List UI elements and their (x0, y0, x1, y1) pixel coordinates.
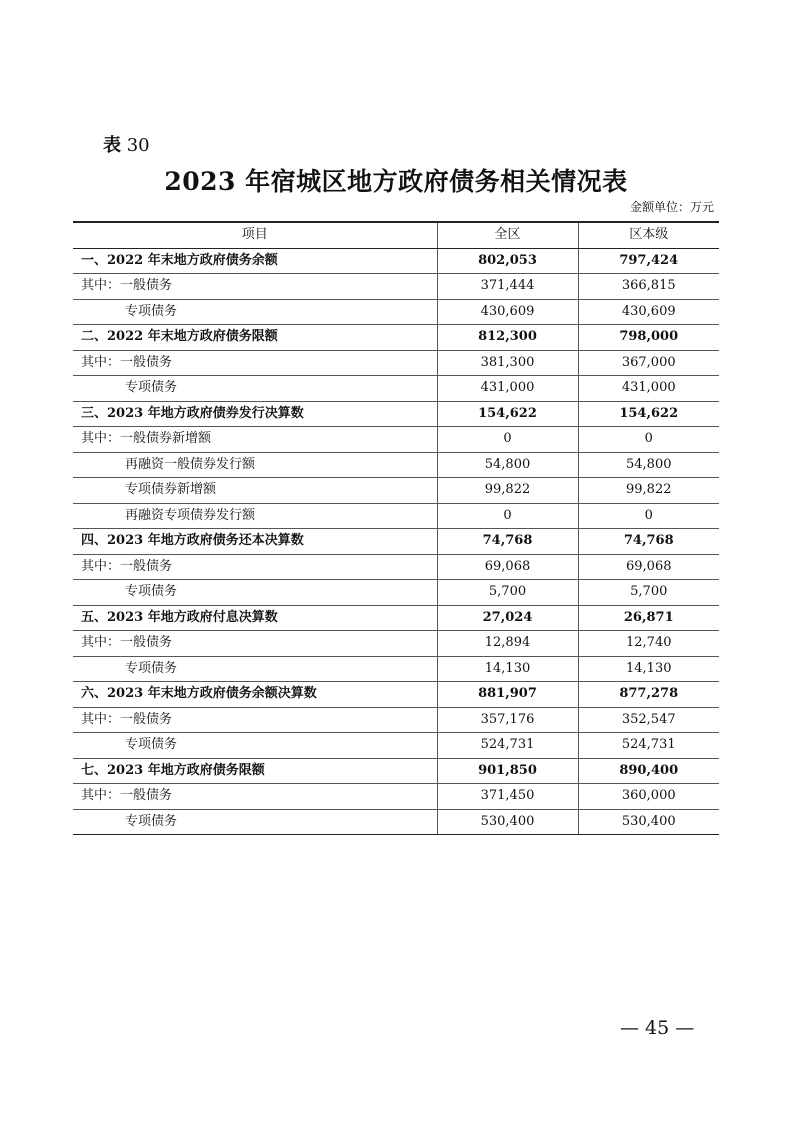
row-item-cell: 再融资一般债券发行额 (73, 452, 437, 478)
row-district-cell: 877,278 (578, 682, 719, 708)
table-row (73, 733, 719, 759)
row-total-cell: 901,850 (437, 758, 578, 784)
row-total-cell: 0 (437, 503, 578, 529)
table-row (73, 809, 719, 835)
unit-note: 金额单位：万元 (629, 200, 714, 214)
row-total-cell: 881,907 (437, 682, 578, 708)
row-total-cell: 812,300 (437, 325, 578, 351)
row-district-cell: 26,871 (578, 605, 719, 631)
table-row (73, 427, 719, 453)
row-district-cell: 5,700 (578, 580, 719, 606)
row-district-cell: 798,000 (578, 325, 719, 351)
row-district-cell: 99,822 (578, 478, 719, 504)
row-total-cell: 0 (437, 427, 578, 453)
row-item-cell: 专项债务 (73, 656, 437, 682)
row-total-cell: 54,800 (437, 452, 578, 478)
table-row (73, 784, 719, 810)
row-item-cell: 五、2023 年地方政府付息决算数 (73, 605, 437, 631)
row-total-cell: 802,053 (437, 248, 578, 274)
row-district-cell: 797,424 (578, 248, 719, 274)
row-item-cell: 专项债券新增额 (73, 478, 437, 504)
row-district-cell: 530,400 (578, 809, 719, 835)
table-label-prefix: 表 (103, 135, 121, 156)
row-item-cell: 四、2023 年地方政府债务还本决算数 (73, 529, 437, 555)
row-total-cell: 530,400 (437, 809, 578, 835)
row-item-cell: 其中：一般债务 (73, 274, 437, 300)
row-item-cell: 其中：一般债券新增额 (73, 427, 437, 453)
row-item-cell: 专项债务 (73, 580, 437, 606)
row-total-cell: 27,024 (437, 605, 578, 631)
row-item-cell: 二、2022 年末地方政府债务限额 (73, 325, 437, 351)
table-row (73, 478, 719, 504)
row-item-cell: 其中：一般债务 (73, 707, 437, 733)
row-total-cell: 74,768 (437, 529, 578, 555)
table-row (73, 248, 719, 274)
table-row (73, 758, 719, 784)
row-district-cell: 0 (578, 427, 719, 453)
row-item-cell: 其中：一般债务 (73, 350, 437, 376)
row-district-cell: 360,000 (578, 784, 719, 810)
row-item-cell: 其中：一般债务 (73, 554, 437, 580)
row-item-cell: 专项债务 (73, 299, 437, 325)
row-district-cell: 430,609 (578, 299, 719, 325)
row-district-cell: 366,815 (578, 274, 719, 300)
row-total-cell: 431,000 (437, 376, 578, 402)
table-row (73, 682, 719, 708)
row-total-cell: 12,894 (437, 631, 578, 657)
table-label-number: 30 (121, 135, 150, 156)
row-total-cell: 381,300 (437, 350, 578, 376)
row-item-cell: 专项债务 (73, 733, 437, 759)
row-district-cell: 431,000 (578, 376, 719, 402)
table-row (73, 299, 719, 325)
row-total-cell: 524,731 (437, 733, 578, 759)
column-header-total: 全区 (437, 222, 578, 248)
table-row (73, 452, 719, 478)
table-row (73, 707, 719, 733)
row-total-cell: 371,450 (437, 784, 578, 810)
row-district-cell: 54,800 (578, 452, 719, 478)
row-district-cell: 69,068 (578, 554, 719, 580)
table-body (73, 248, 719, 835)
row-item-cell: 六、2023 年末地方政府债务余额决算数 (73, 682, 437, 708)
row-total-cell: 5,700 (437, 580, 578, 606)
table-number-label (103, 134, 150, 158)
table-row (73, 325, 719, 351)
table-header-row (73, 222, 719, 248)
row-item-cell: 再融资专项债券发行额 (73, 503, 437, 529)
document-title: 2023 年宿城区地方政府债务相关情况表 (164, 167, 628, 196)
row-district-cell: 0 (578, 503, 719, 529)
row-item-cell: 专项债务 (73, 376, 437, 402)
row-district-cell: 12,740 (578, 631, 719, 657)
table-row (73, 529, 719, 555)
debt-table (73, 221, 719, 835)
table-row (73, 554, 719, 580)
table-row (73, 631, 719, 657)
row-district-cell: 74,768 (578, 529, 719, 555)
row-item-cell: 专项债务 (73, 809, 437, 835)
row-total-cell: 371,444 (437, 274, 578, 300)
page-number: — 45 — (620, 1017, 695, 1039)
table-row (73, 376, 719, 402)
row-district-cell: 890,400 (578, 758, 719, 784)
row-total-cell: 69,068 (437, 554, 578, 580)
table-row (73, 605, 719, 631)
table-row (73, 656, 719, 682)
row-item-cell: 三、2023 年地方政府债券发行决算数 (73, 401, 437, 427)
table-row (73, 401, 719, 427)
row-item-cell: 其中：一般债务 (73, 631, 437, 657)
row-total-cell: 154,622 (437, 401, 578, 427)
row-district-cell: 154,622 (578, 401, 719, 427)
column-header-item: 项目 (73, 222, 437, 248)
row-item-cell: 七、2023 年地方政府债务限额 (73, 758, 437, 784)
table-row (73, 580, 719, 606)
row-total-cell: 357,176 (437, 707, 578, 733)
row-total-cell: 430,609 (437, 299, 578, 325)
table-row (73, 350, 719, 376)
row-district-cell: 352,547 (578, 707, 719, 733)
table-row (73, 274, 719, 300)
row-total-cell: 99,822 (437, 478, 578, 504)
row-district-cell: 367,000 (578, 350, 719, 376)
row-district-cell: 524,731 (578, 733, 719, 759)
row-district-cell: 14,130 (578, 656, 719, 682)
row-total-cell: 14,130 (437, 656, 578, 682)
table-row (73, 503, 719, 529)
column-header-district: 区本级 (578, 222, 719, 248)
row-item-cell: 其中：一般债务 (73, 784, 437, 810)
row-item-cell: 一、2022 年末地方政府债务余额 (73, 248, 437, 274)
